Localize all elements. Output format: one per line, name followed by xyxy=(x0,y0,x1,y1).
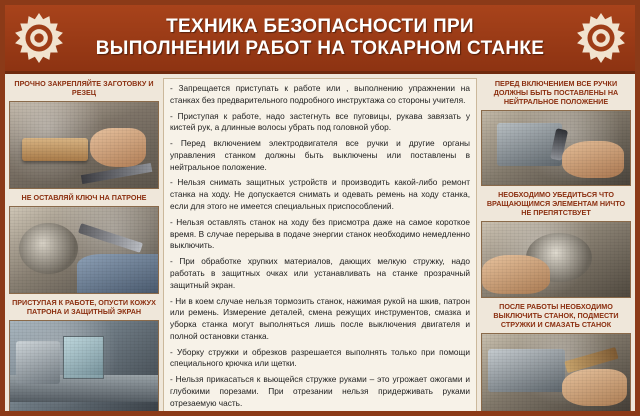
rule-item: - Нельзя снимать защитных устройств и производить какой-либо ремонт станка на ходу. Не допускается снимать и одевать ремень на ходу станка, если для этого не имеется специальных приспособлений. xyxy=(170,177,470,212)
photo-check-rotating-parts xyxy=(481,221,631,297)
poster-body xyxy=(5,74,635,416)
left-photo-column xyxy=(9,78,159,412)
photo-securing-workpiece-and-cutter xyxy=(9,101,159,189)
photo-caption: ПРОЧНО ЗАКРЕПЛЯЙТЕ ЗАГОТОВКУ И РЕЗЕЦ xyxy=(14,79,154,97)
right-photo-column xyxy=(481,78,631,412)
rules-list xyxy=(170,83,470,410)
poster-header xyxy=(5,5,635,74)
page-title xyxy=(26,16,614,60)
rule-item: - Запрещается приступать к работе или , выполнению упражнении на станках без предварительного подробного инструктажа со стороны учителя. xyxy=(170,83,470,105)
photo-levers-neutral-position xyxy=(481,110,631,186)
photo-chuck-key-warning xyxy=(9,206,159,294)
rule-item: - При обработке хрупких материалов, дающих мелкую стружку, надо работать в защитных очках или устанавливать на станке прозрачный защитный экран. xyxy=(170,256,470,290)
rule-item: - Нельзя оставлять станок на ходу без присмотра даже на самое короткое время. В случае перерыва в подаче энергии станок необходимо немедленно выключить. xyxy=(170,216,470,251)
photo-caption: ПЕРЕД ВКЛЮЧЕНИЕМ ВСЕ РУЧКИ ДОЛЖНЫ БЫТЬ ПОСТАВЛЕНЫ НА НЕЙТРАЛЬНОЕ ПОЛОЖЕНИЕ xyxy=(493,79,619,106)
photo-caption: ПОСЛЕ РАБОТЫ НЕОБХОДИМО ВЫКЛЮЧИТЬ СТАНОК, ПОДМЕСТИ СТРУЖКИ И СМАЗАТЬ СТАНОК xyxy=(493,301,619,329)
page-title-line2: ВЫПОЛНЕНИИ РАБОТ НА ТОКАРНОМ СТАНКЕ xyxy=(95,38,545,59)
photo-lower-guard-and-screen xyxy=(9,320,159,412)
photo-caption: ПРИСТУПАЯ К РАБОТЕ, ОПУСТИ КОЖУХ ПАТРОНА И ЗАЩИТНЫЙ ЭКРАН xyxy=(12,298,156,317)
rule-item: - Перед включением электродвигателя все ручки и другие органы управления станком должны быть выключены или поставлены в нейтральное положение. xyxy=(170,138,470,172)
rule-item: - Уборку стружки и обрезков разрешается выполнять только при помощи специального крючка или щетки. xyxy=(170,346,470,369)
gear-icon xyxy=(13,12,65,64)
rule-item: - Приступая к работе, надо застегнуть все пуговицы, рукава завязать у кистей рук, а длинные волосы убрать под головной убор. xyxy=(170,110,470,133)
photo-caption: НЕОБХОДИМО УБЕДИТЬСЯ ЧТО ВРАЩАЮЩИМСЯ ЭЛЕМЕНТАМ НИЧТО НЕ ПРЕПЯТСТВУЕТ xyxy=(486,190,626,218)
rule-item: - Нельзя прикасаться к вьющейся стружке руками – это угрожает ожогами и глубокими порезами. При отрезании нельзя придерживать руками отрезаемую часть. xyxy=(170,374,470,408)
page-title-line1: ТЕХНИКА БЕЗОПАСНОСТИ ПРИ xyxy=(166,16,474,38)
photo-caption: НЕ ОСТАВЛЯЙ КЛЮЧ НА ПАТРОНЕ xyxy=(21,193,147,203)
rules-panel xyxy=(163,78,477,412)
photo-cleanup-after-work xyxy=(481,333,631,412)
rule-item: - Ни в коем случае нельзя тормозить станок, нажимая рукой на шкив, патрон или ремень. Измерение деталей, смена режущих инструментов, смазка и уборка станка могут выполняться лишь после выключения двигателя и полной остановки станка. xyxy=(170,295,470,341)
gear-icon xyxy=(575,12,627,64)
